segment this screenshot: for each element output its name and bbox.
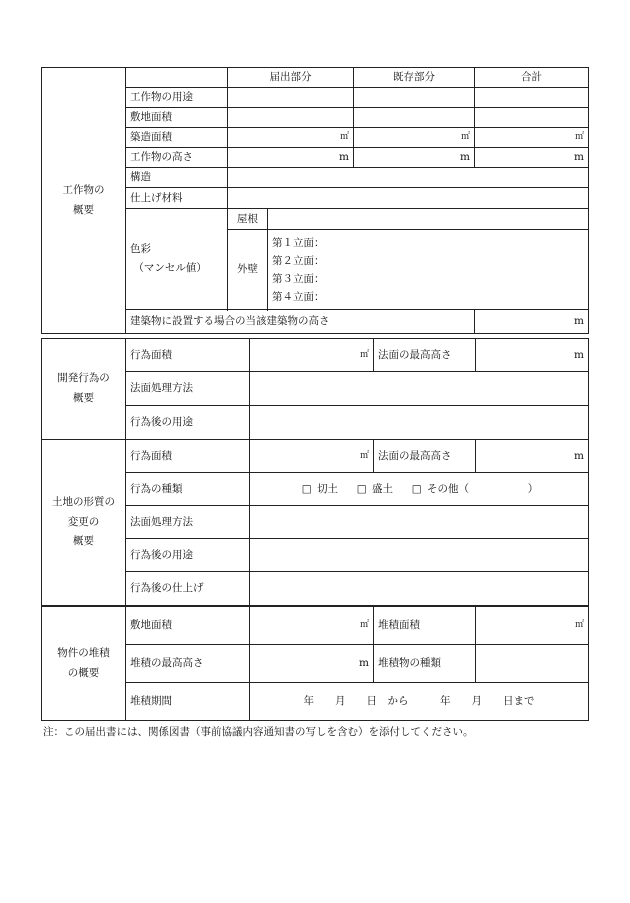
row-label-building-area: 築造面積 — [126, 128, 228, 148]
row-label-height: 工作物の高さ — [126, 148, 228, 168]
land-after-use-label: 行為後の用途 — [126, 539, 250, 572]
pile-site-area-label: 敷地面積 — [126, 607, 250, 645]
checkbox-other[interactable]: □ — [411, 482, 422, 495]
pile-kind-label: 堆積物の種類 — [374, 645, 476, 683]
attachment-note: 注：この届出書には、関係図書（事前協議内容通知書の写しを含む）を添付してください。 — [43, 726, 474, 738]
land-slope-method-cell[interactable] — [250, 506, 589, 539]
dev-slope-method-cell[interactable] — [250, 372, 589, 406]
wall-label: 外壁 — [228, 230, 268, 310]
header-existing-part: 既存部分 — [354, 68, 475, 88]
row-label-construction: 構造 — [126, 168, 228, 188]
land-after-finish-cell[interactable] — [250, 572, 589, 606]
building-height-label: 建築物に設置する場合の当該建築物の高さ — [126, 310, 475, 334]
pile-period-cell[interactable]: 年 月 日 から 年 月 日まで — [250, 683, 589, 721]
land-slope-height-cell[interactable]: m — [476, 440, 589, 473]
dev-slope-method-label: 法面処理方法 — [126, 372, 250, 406]
pile-area-cell[interactable]: ㎡ — [476, 607, 589, 645]
site-area-existing-cell[interactable] — [354, 108, 475, 128]
option-other-label: その他（ — [427, 482, 469, 495]
use-existing-cell[interactable] — [354, 88, 475, 108]
building-area-existing-cell[interactable]: ㎡ — [354, 128, 475, 148]
building-height-cell[interactable]: m — [475, 310, 589, 334]
facade-1: 第１立面： — [272, 236, 325, 249]
pile-section — [41, 606, 588, 721]
pile-caption: 物件の堆積 の概要 — [42, 607, 126, 721]
header-total: 合計 — [475, 68, 589, 88]
structure-overview-table — [41, 67, 589, 334]
checkbox-fill[interactable]: □ — [356, 482, 367, 495]
land-slope-method-label: 法面処理方法 — [126, 506, 250, 539]
dev-slope-height-label: 法面の最高高さ — [374, 339, 476, 372]
pile-max-height-label: 堆積の最高高さ — [126, 645, 250, 683]
dev-area-label: 行為面積 — [126, 339, 250, 372]
site-area-notified-cell[interactable] — [228, 108, 354, 128]
development-section — [41, 338, 588, 440]
dev-after-use-label: 行為後の用途 — [126, 406, 250, 440]
land-area-label: 行為面積 — [126, 440, 250, 473]
land-change-table — [41, 439, 589, 606]
header-notified-part: 届出部分 — [228, 68, 354, 88]
pile-table — [41, 606, 589, 721]
structure-overview-section — [41, 67, 588, 334]
land-change-caption: 土地の形質の 変更の 概要 — [42, 440, 126, 606]
row-label-site-area: 敷地面積 — [126, 108, 228, 128]
pile-site-area-cell[interactable]: ㎡ — [250, 607, 374, 645]
height-existing-cell[interactable]: m — [354, 148, 475, 168]
checkbox-cut[interactable]: □ — [301, 482, 312, 495]
land-kind-options — [250, 473, 589, 506]
row-label-use: 工作物の用途 — [126, 88, 228, 108]
development-table — [41, 338, 589, 440]
facade-2: 第２立面： — [272, 254, 325, 267]
land-after-use-cell[interactable] — [250, 539, 589, 572]
use-total-cell[interactable] — [475, 88, 589, 108]
land-kind-label: 行為の種類 — [126, 473, 250, 506]
development-caption: 開発行為の 概要 — [42, 339, 126, 440]
construction-cell[interactable] — [228, 168, 589, 188]
structure-overview-caption: 工作物の 概要 — [42, 68, 126, 334]
land-change-section — [41, 439, 588, 606]
dev-slope-height-cell[interactable]: m — [476, 339, 589, 372]
row-label-finish-material: 仕上げ材料 — [126, 188, 228, 209]
pile-period-label: 堆積期間 — [126, 683, 250, 721]
height-notified-cell[interactable]: m — [228, 148, 354, 168]
facade-4: 第４立面： — [272, 290, 325, 303]
header-blank — [126, 68, 228, 88]
site-area-total-cell[interactable] — [475, 108, 589, 128]
pile-kind-cell[interactable] — [476, 645, 589, 683]
option-fill-label: 盛土 — [372, 482, 394, 495]
roof-label: 屋根 — [228, 209, 268, 230]
finish-material-cell[interactable] — [228, 188, 589, 209]
building-area-notified-cell[interactable]: ㎡ — [228, 128, 354, 148]
facade-3: 第３立面： — [272, 272, 325, 285]
land-slope-height-label: 法面の最高高さ — [374, 440, 476, 473]
wall-facades-cell[interactable] — [268, 230, 589, 310]
land-after-finish-label: 行為後の仕上げ — [126, 572, 250, 606]
pile-area-label: 堆積面積 — [374, 607, 476, 645]
roof-color-cell[interactable] — [268, 209, 589, 230]
dev-after-use-cell[interactable] — [250, 406, 589, 440]
option-cut-label: 切土 — [317, 482, 339, 495]
pile-max-height-cell[interactable]: m — [250, 645, 374, 683]
dev-area-cell[interactable]: ㎡ — [250, 339, 374, 372]
land-area-cell[interactable]: ㎡ — [250, 440, 374, 473]
color-label: 色彩 （マンセル値） — [126, 209, 228, 310]
building-area-total-cell[interactable]: ㎡ — [475, 128, 589, 148]
height-total-cell[interactable]: m — [475, 148, 589, 168]
option-other-close: ） — [527, 482, 539, 495]
use-notified-cell[interactable] — [228, 88, 354, 108]
